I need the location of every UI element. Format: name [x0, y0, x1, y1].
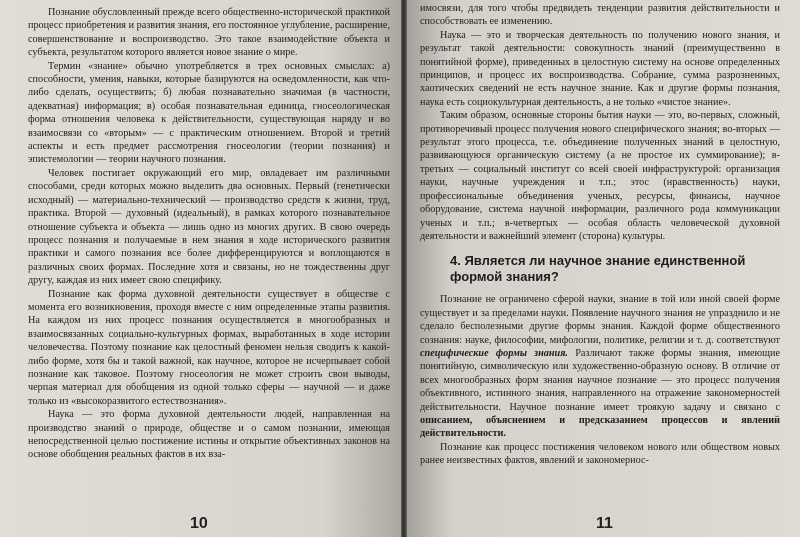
forms-bold-tasks: описанием, объяснением и предсказанием процессов и явлений действительности. — [420, 414, 780, 440]
forms-text-a: Познание не ограничено сферой науки, знание в той или иной своей форме существует и за пределами науки. Появление научного знания не упразднило и не сделало бесполезными другие формы знания. Каждой форме общественного сознания: науке, философии, мифологии, политике, религии и т. д. соответствуют — [420, 294, 780, 346]
page-number-left: 10 — [190, 515, 208, 532]
paragraph-cognition: Познание обусловленный прежде всего общественно-исторической практикой процесс приобретения и развития знания, его постоянное углубление, расширение, совершенствование и воспроизводство. Это такое взаимодействие объекта и субъекта, результатом которого является новое знание о мире. — [28, 7, 390, 59]
section-heading: 4. Является ли научное знание единственной формой знания? — [450, 253, 746, 285]
page-number-right: 11 — [596, 515, 613, 532]
paragraph-forms-of-knowledge — [420, 293, 780, 440]
book-gutter — [401, 0, 407, 537]
paragraph-knowledge-term: Термин «знание» обычно употребляется в трех основных смыслах: а) способности, умения, навыки, которые базируются на осведомленности, как что-либо сделать, осуществить; б) любая познавательно значимая (в частности, адекватная) информация; в) особая познавательная единица, гносеологическая форма отношения человека к действительности, существующая наряду и во взаимосвязи со «вторым» — с практическим отношением. Второй и третий аспекты и есть предмет рассмотрения гносеологии (теории познания) и эпистемологии — теории научного познания. — [28, 60, 390, 166]
forms-text-b: Различают также формы знания, имеющие понятийную, символическую или художественно-образную основу. В отличие от всех многообразных форм знания научное познание — это процесс получения объективного, истинного знания, направленного на отражение закономерностей действительности. Научное познание имеет троякую задачу и связано с — [420, 347, 780, 413]
paragraph-science-definition: Наука — это форма духовной деятельности людей, направленная на производство знаний о природе, обществе и о самом познании, имеющая непосредственной целью постижение истины и открытие объективных законов на основе обобщения реальных фактов в их вза- — [28, 409, 390, 461]
paragraph-cognition-as-spiritual: Познание как форма духовной деятельности существует в обществе с момента его возникновения, проходя вместе с ним определенные этапы развития. На каждом из них процесс познания осуществляется в многообразных и взаимосвязанных социально-культурных формах, выработанных в ходе истории человечества. Поэтому познание как целостный феномен нельзя сводить к какой-либо форме, хотя бы и такой важной, как научное, которое не исчерпывает собой познание как таковое. Поэтому гносеология не может строить свои выводы, черпая материал для обобщения из одной только сферы — научной — и даже только из «высокоразвитого естествознания». — [28, 288, 390, 407]
paragraph-continuation: имосвязи, для того чтобы предвидеть тенденции развития действительности и способствовать ее изменению. — [420, 3, 780, 28]
paragraph-cognition-process: Познание как процесс постижения человеком нового или обществом новых ранее неизвестных фактов, явлений и закономернос- — [420, 441, 780, 467]
paragraph-ways-of-mastering: Человек постигает окружающий его мир, овладевает им различными способами, среди которых можно выделить два основных. Первый (генетически исходный) — материально-технический — производство средств к жизни, труд, практика. Второй — духовный (идеальный), в рамках которого познавательное отношение субъекта и объекта — лишь одно из многих других. В свою очередь процесс познания и получаемые в нем знания в ходе исторического развития практики и самого познания все более дифференцируются и воплощаются в различных своих формах. Последние хотя и связаны, но не тождественны друг другу, каждая из них имеет свою специфику. — [28, 167, 390, 287]
paragraph-science-creative: Наука — это и творческая деятельность по получению нового знания, и результат такой деятельности: совокупность знаний (преимущественно в понятийной форме), приведенных в целостную систему на основе определенных принципов, и процесс их воспроизводства. Собрание, сумма разрозненных, хаотических сведений не есть научное знание. Как и другие формы познания, наука есть социокультурная деятельность, а не только «чистое знание». — [420, 29, 780, 108]
paragraph-science-aspects: Таким образом, основные стороны бытия науки — это, во-первых, сложный, противоречивый процесс получения нового специфического знания; во-вторых — результат этого процесса, т.е. объединение полученных знаний в целостную, развивающуюся органическую систему (а не простое их суммирование); в-третьих — социальный институт со всей своей инфраструктурой: организация науки, научные учреждения и т.п.; этос (нравственность) науки, профессиональные объединения ученых, ресурсы, финансы, научное оборудование, система научной информации, различного рода коммуникации ученых и т.п.; в-четвертых — особая область человеческой духовной деятельности и важнейший элемент (сторона) культуры. — [420, 110, 780, 242]
right-page — [404, 0, 800, 537]
forms-emphasis: специфические формы знания. — [420, 347, 568, 359]
